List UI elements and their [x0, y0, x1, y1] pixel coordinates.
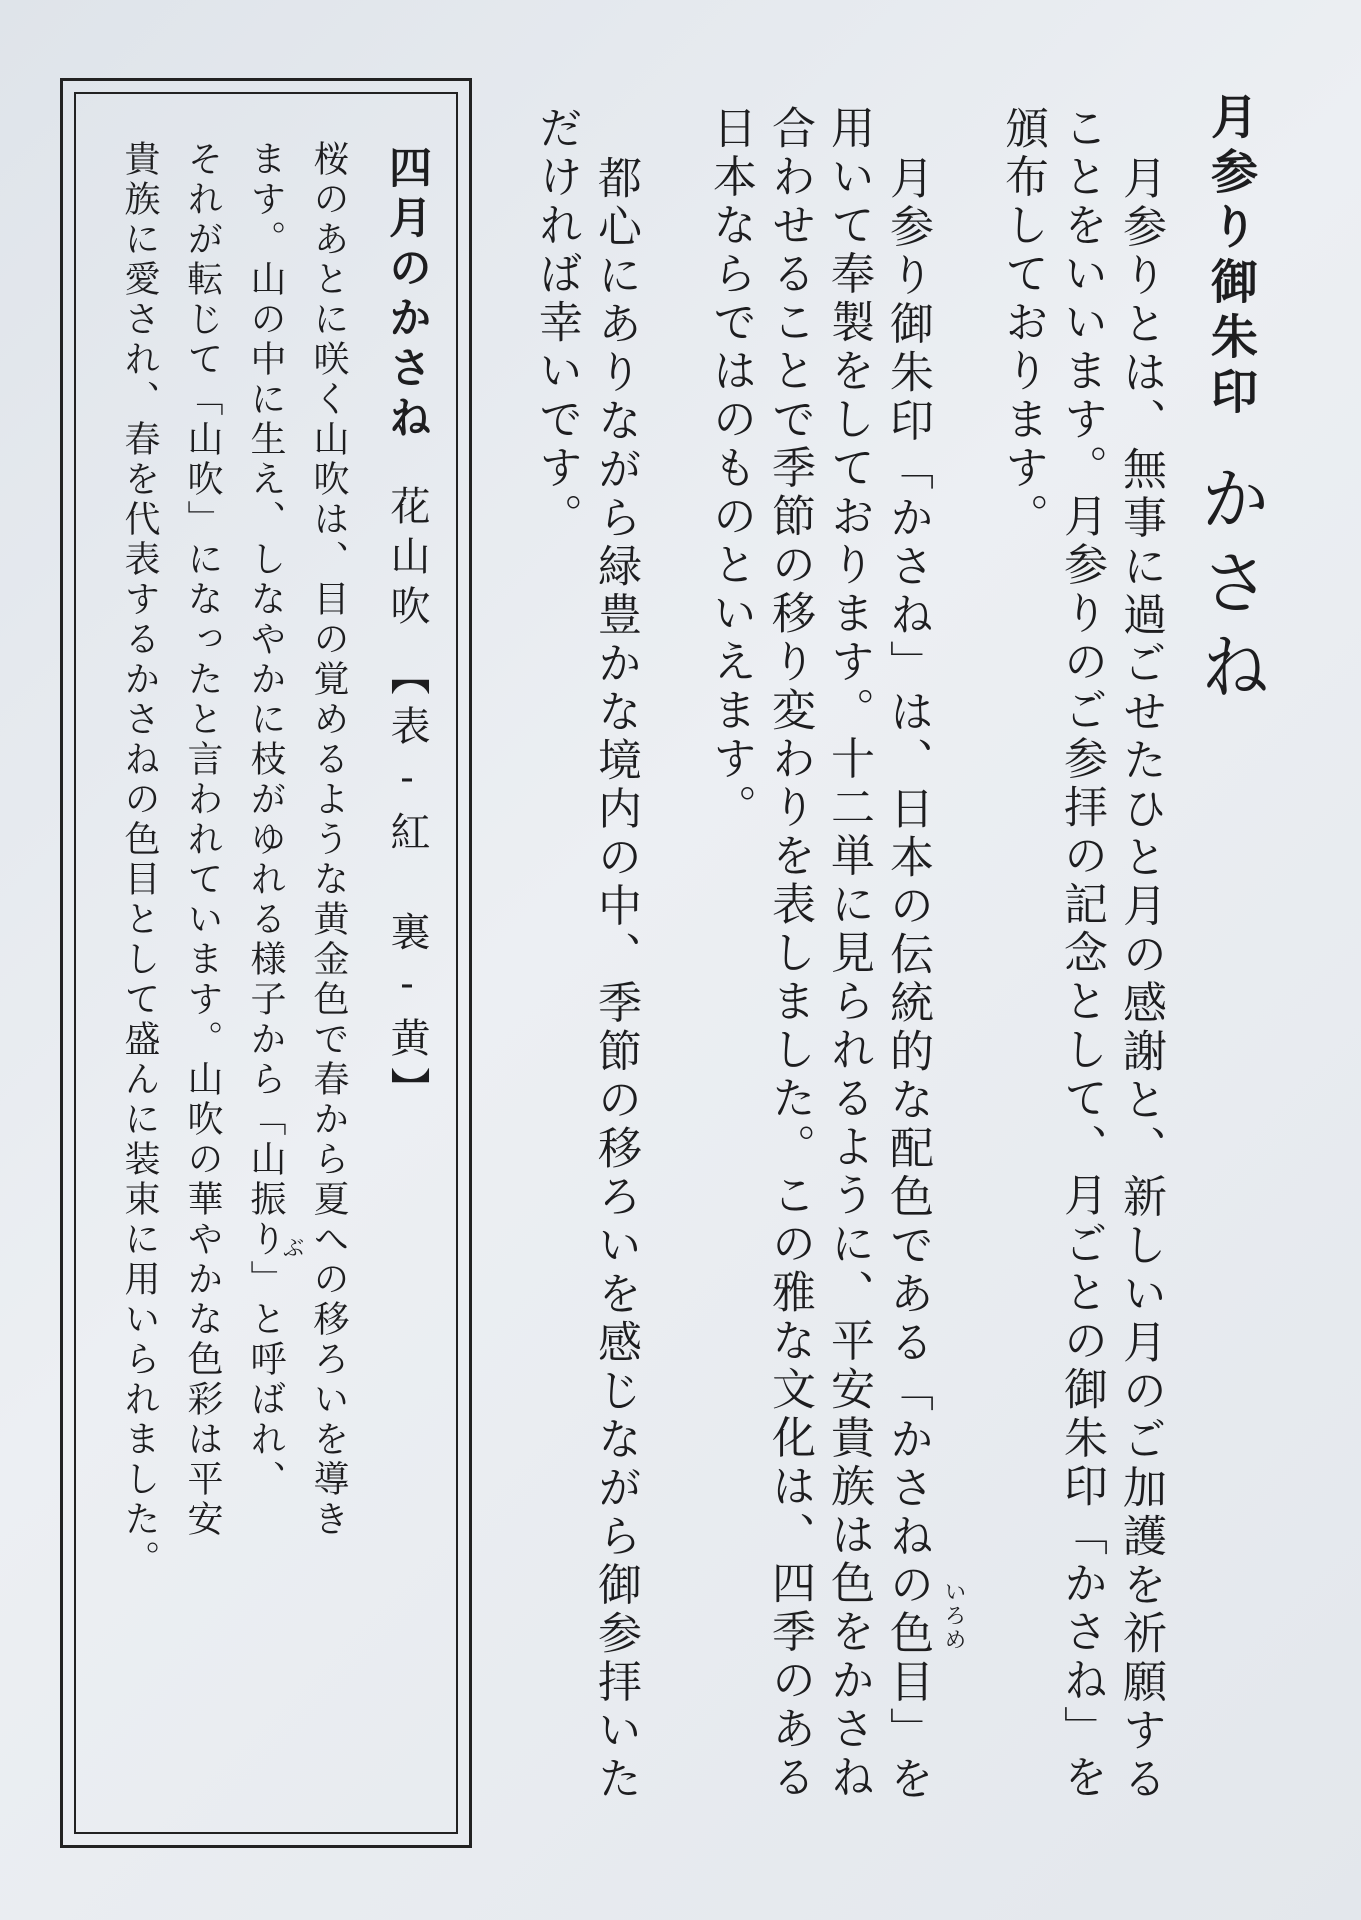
box-line-3: それが転じて「山吹」になったと言われています。山吹の華やかな色彩は平安 [182, 140, 223, 1540]
closing-line-1: 都心にありながら緑豊かな境内の中、季節の移ろいを感じながら御参拝いた [590, 155, 641, 1804]
heading-label: 月参り御朱印 [1203, 92, 1258, 422]
description-line-2: 用いて奉製をしております。十二単に見られるように、平安貴族は色をかさね [823, 105, 874, 1803]
box-colors: 【表-紅 裏-黄】 [384, 655, 430, 1117]
description-line-4: 日本ならではのものといえます。 [705, 105, 756, 833]
intro-line-2: ことをいいます。月参りのご参拝の記念として、月ごとの御朱印「かさね」を [1056, 105, 1107, 1803]
closing-line-2: だければ幸いです。 [531, 105, 582, 542]
intro-line-3: 頒布しております。 [997, 105, 1048, 542]
ruby-irome: いろめ [941, 1580, 966, 1652]
description-line-3: 合わせることで季節の移り変わりを表しました。この雅な文化は、四季のある [764, 105, 815, 1803]
box-line-4: 貴族に愛され、春を代表するかさねの色目として盛んに装束に用いられました。 [119, 140, 160, 1580]
heading-name: かさね [1189, 462, 1271, 714]
box-line-2: ます。山の中に生え、しなやかに枝がゆれる様子から「山振り」と呼ばれ、 [245, 140, 286, 1500]
intro-line-1: 月参りとは、無事に過ごせたひと月の感謝と、新しい月のご加護を祈願する [1115, 155, 1166, 1804]
description-line-1: 月参り御朱印「かさね」は、日本の伝統的な配色である「かさねの色目」を [882, 155, 933, 1804]
heading [1189, 92, 1271, 714]
box-heading [382, 145, 432, 1117]
ruby-bu: ぶ [279, 1236, 304, 1260]
box-title: 四月のかさね [382, 145, 432, 445]
box-flower-name: 花山吹 [384, 485, 430, 635]
box-line-1: 桜のあとに咲く山吹は、目の覚めるような黄金色で春から夏への移ろいを導き [308, 140, 349, 1540]
